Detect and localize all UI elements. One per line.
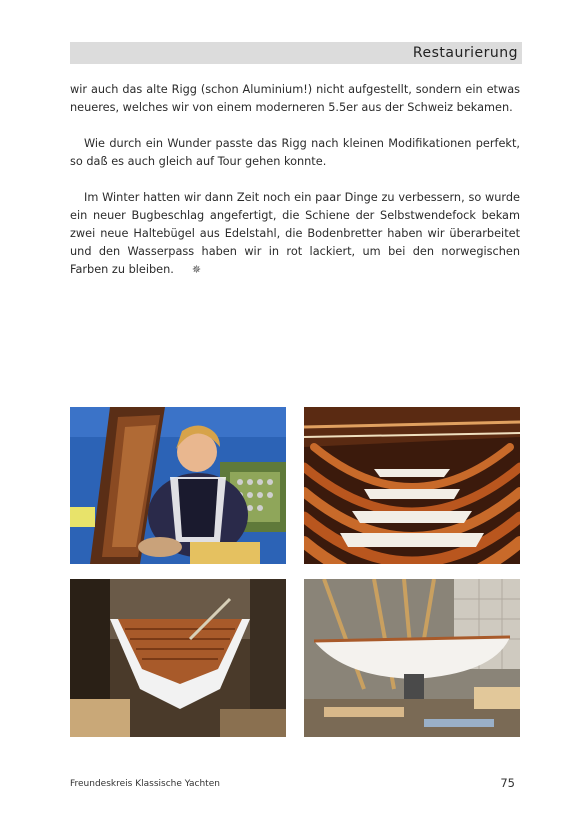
footer-publication: Freundeskreis Klassische Yachten <box>70 779 220 789</box>
star-icon: ✵ <box>191 263 202 276</box>
paragraph-text: wir auch das alte Rigg (schon Aluminium!) nicht aufgestellt, sondern ein etwas neueres, welches wir von einem moderneren 5.5er aus der Schweiz bekamen. <box>70 83 520 114</box>
photo-hull-interior <box>304 407 520 564</box>
paragraph-text: Im Winter hatten wir dann Zeit noch ein paar Dinge zu verbessern, so wurde ein neuer Bugbeschlag angefertigt, die Schiene der Selbstwendefock bekam zwei neue Haltebügel aus Edelstahl, die Bodenbretter haben wir überarbeitet und den Wasserpass haben wir in rot lackiert, um bei den norwegischen Farben zu bleiben. <box>70 191 520 276</box>
photo-person-on-deck <box>70 407 286 564</box>
paragraph <box>70 189 520 279</box>
page-number: 75 <box>500 776 515 790</box>
paragraph <box>70 135 520 171</box>
section-title: Restaurierung <box>412 45 518 61</box>
paragraph <box>70 81 520 117</box>
paragraph-text: Wie durch ein Wunder passte das Rigg nach kleinen Modifikationen perfekt, so daß es auch gleich auf Tour gehen konnte. <box>70 137 520 168</box>
article-body <box>70 81 520 297</box>
page-header <box>70 42 522 64</box>
photo-boat-bow <box>70 579 286 737</box>
photo-hull-on-stand <box>304 579 520 737</box>
